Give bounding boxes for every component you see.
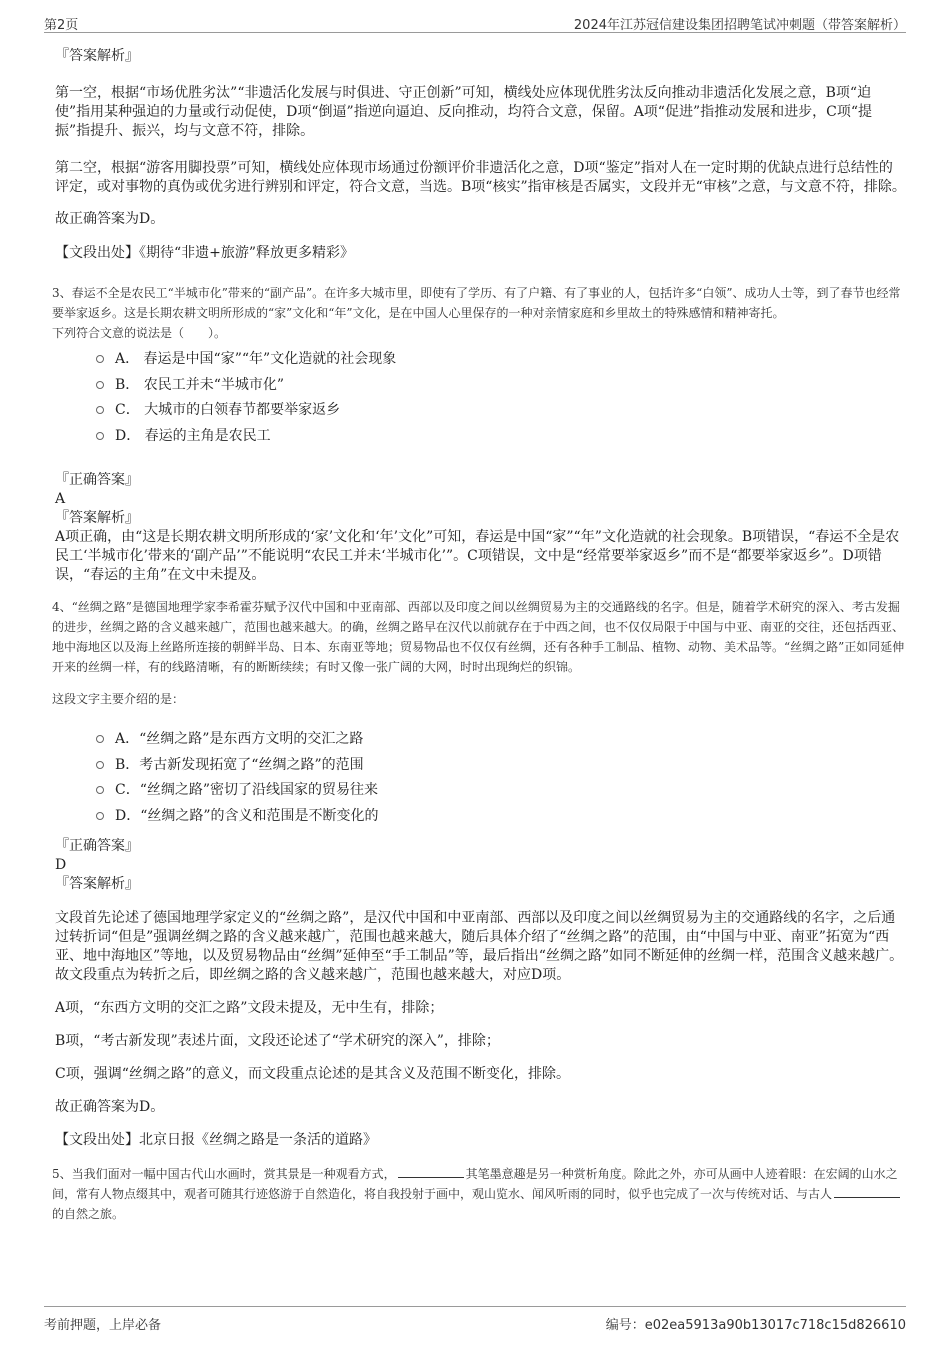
radio-button[interactable] <box>96 735 104 743</box>
document-id: 编号：e02ea5913a90b13017c718c15d826610 <box>605 1318 906 1333</box>
q2-analysis-p2: 第二空，根据“游客用脚投票”可知，横线处应体现市场通过份额评价非遗活化之意，D项“鉴定”指对人在一定时期的优缺点进行总结性的评定，或对事物的真伪或优劣进行辨别和评定，符合文意，当选。B项“核实”指审核是否属实，文段并无“审核”之意，与文意不符，排除。 <box>55 160 906 195</box>
q4-option-c[interactable]: C．“丝绸之路”密切了沿线国家的贸易往来 <box>55 778 906 804</box>
q5-stem: 5、当我们面对一幅中国古代山水画时，赏其景是一种观看方式， 其笔墨意趣是另一种赏析角度。除此之外，亦可从画中人迹着眼：在宏阔的山水之间，常有人物点缀其中，观者可随其行迹悠游于自然造化，将自我投射于画中，观山览水、闻风听雨的同时，似乎也完成了一次与传统对话、与古人的自然之旅。 <box>52 1164 906 1224</box>
radio-button[interactable] <box>96 812 104 820</box>
q3-option-d[interactable]: D． 春运的主角是农民工 <box>55 424 906 450</box>
q4-analysis: 文段首先论述了德国地理学家定义的“丝绸之路”，是汉代中国和中亚南部、西部以及印度之间以丝绸贸易为主的交通路线的名字，之后通过转折词“但是”强调丝绸之路的含义越来越广，范围也越来越大，随后具体介绍了“丝绸之路”的范围，由“中国与中亚、南亚”拓宽为“西亚、地中海地区”等地，以及贸易物品由“丝绸”延伸至“手工制品”等，最后指出“丝绸之路”如同不断延伸的丝绸一样，范围含义越来越广。故文段重点为转折之后，即丝绸之路的含义越来越广，范围也越来越大，对应D项。 <box>55 910 904 983</box>
q4-stem: 4、“丝绸之路”是德国地理学家李希霍芬赋予汉代中国和中亚南部、西部以及印度之间以丝绸贸易为主的交通路线的名字。但是，随着学术研究的深入、考古发掘的进步，丝绸之路的含义越来越广，范围也越来越大。的确，丝绸之路早在汉代以前就存在于中西之间，也不仅仅局限于中国与中亚、南亚的交往，还包括西亚、地中海地区以及海上丝路所连接的朝鲜半岛、日本、东南亚等地；贸易物品也不仅仅有丝绸，还有各种手工制品、植物、动物、美术品等。“丝绸之路”正如同延伸开来的丝绸一样，有的线路清晰，有的断断续续；有时又像一张广阔的大网，时时出现绚烂的织锦。 <box>52 600 905 674</box>
q4-option-d[interactable]: D．“丝绸之路”的含义和范围是不断变化的 <box>55 804 906 830</box>
radio-button[interactable] <box>96 381 104 389</box>
q2-source: 【文段出处】《期待“非遗+旅游”释放更多精彩》 <box>55 245 355 261</box>
radio-button[interactable] <box>96 355 104 363</box>
q3-stem: 3、春运不全是农民工“半城市化”带来的“副产品”。在许多大城市里，即使有了学历、有了户籍、有了事业的人，包括许多“白领”、成功人士等，到了春节也经常要举家返乡。这是长期农耕文明所形成的“家”文化和“年”文化，是在中国人心里保存的一种对亲情家庭和乡里故土的特殊感情和精神寄托。 <box>52 286 901 320</box>
q4-source: 【文段出处】北京日报《丝绸之路是一条活的道路》 <box>55 1132 377 1148</box>
radio-button[interactable] <box>96 432 104 440</box>
page-content <box>52 44 906 1224</box>
document-title: 2024年江苏冠信建设集团招聘笔试冲刺题（带答案解析） <box>573 18 906 33</box>
q3-option-c[interactable]: C． 大城市的白领春节都要举家返乡 <box>55 398 906 424</box>
page-number: 第2页 <box>44 18 79 33</box>
q3-options <box>55 347 906 449</box>
q3-answer: A <box>55 491 66 507</box>
q4-analysis-b: B项，“考古新发现”表述片面，文段还论述了“学术研究的深入”，排除； <box>55 1033 500 1049</box>
page-header <box>44 10 906 33</box>
q2-analysis-title: 『答案解析』 <box>55 48 139 64</box>
radio-button[interactable] <box>96 786 104 794</box>
q4-answer-title: 『正确答案』 <box>55 838 139 854</box>
q4-analysis-c: C项，强调“丝绸之路”的意义，而文段重点论述的是其含义及范围不断变化，排除。 <box>55 1066 571 1082</box>
answer-blank <box>398 1167 464 1178</box>
q3-option-b[interactable]: B． 农民工并未“半城市化” <box>55 373 906 399</box>
q2-conclusion: 故正确答案为D。 <box>55 211 165 227</box>
radio-button[interactable] <box>96 406 104 414</box>
q4-answer: D <box>55 857 67 873</box>
q4-options <box>55 727 906 829</box>
q4-option-b[interactable]: B．考古新发现拓宽了“丝绸之路”的范围 <box>55 753 906 779</box>
q4-option-a[interactable]: A．“丝绸之路”是东西方文明的交汇之路 <box>55 727 906 753</box>
q3-prompt: 下列符合文意的说法是（ ）。 <box>52 326 227 340</box>
q4-analysis-title: 『答案解析』 <box>55 876 139 892</box>
q4-analysis-a: A项，“东西方文明的交汇之路”文段未提及，无中生有，排除； <box>55 1000 444 1016</box>
q3-option-a[interactable]: A． 春运是中国“家”“年”文化造就的社会现象 <box>55 347 906 373</box>
radio-button[interactable] <box>96 761 104 769</box>
q2-analysis-p1: 第一空，根据“市场优胜劣汰”“非遗活化发展与时俱进、守正创新”可知，横线处应体现优胜劣汰反向推动非遗活化发展之意，B项“迫使”指用某种强迫的力量或行动促使，D项“倒逼”指逆向逼迫、反向推动，均符合文意，保留。A项“促进”指推动发展和进步，C项“提振”指提升、振兴，均与文意不符，排除。 <box>55 85 872 139</box>
answer-blank <box>834 1187 900 1198</box>
q3-analysis: A项正确，由“这是长期农耕文明所形成的‘家’文化和‘年’文化”可知，春运是中国“家”“年”文化造就的社会现象。B项错误，“春运不全是农民工‘半城市化’带来的‘副产品’”不能说明“农民工并未‘半城市化’”。C项错误，文中是“经常要举家返乡”而不是“都要举家返乡”。D项错误，“春运的主角”在文中未提及。 <box>55 529 900 583</box>
q4-conclusion: 故正确答案为D。 <box>55 1099 165 1115</box>
page-footer <box>44 1306 906 1337</box>
q3-analysis-title: 『答案解析』 <box>55 510 139 526</box>
q4-prompt: 这段文字主要介绍的是： <box>52 692 185 706</box>
footer-slogan: 考前押题，上岸必备 <box>44 1318 162 1333</box>
q3-answer-title: 『正确答案』 <box>55 472 139 488</box>
